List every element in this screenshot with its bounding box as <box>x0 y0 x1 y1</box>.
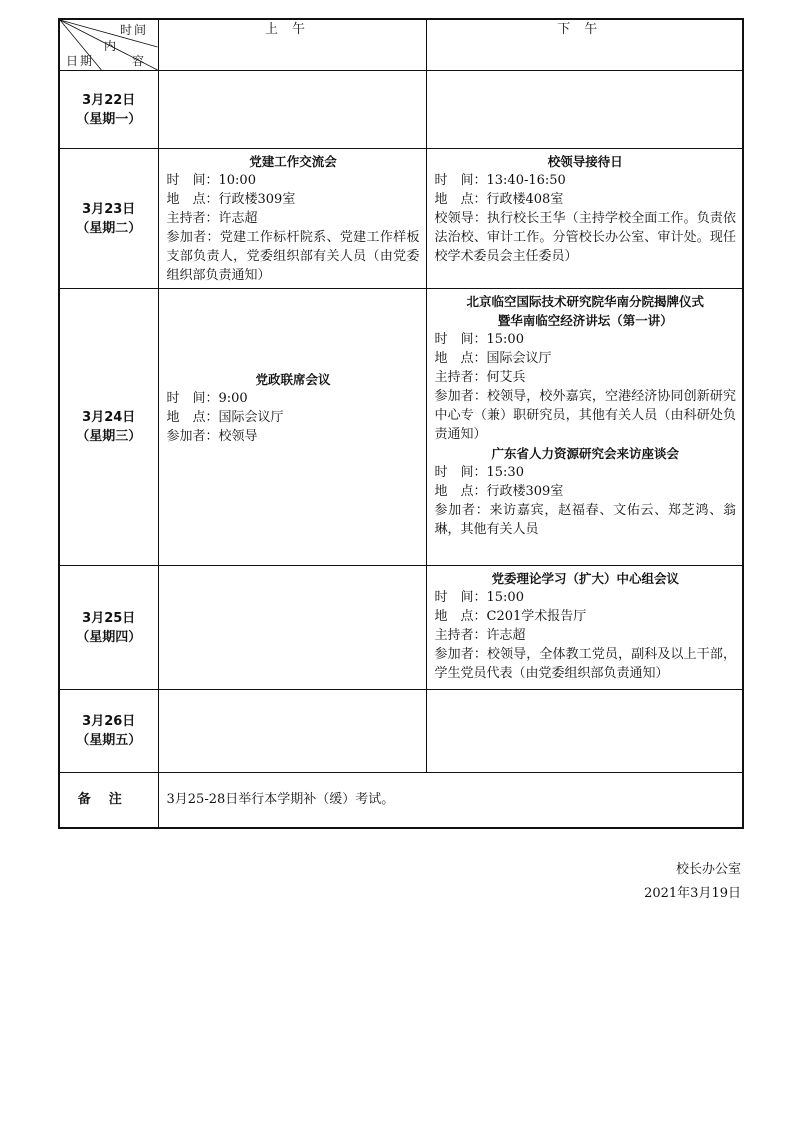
event-time: 时 间：15:30 <box>434 465 524 480</box>
event-subtitle: 暨华南临空经济讲坛（第一讲） <box>497 313 673 328</box>
event-place: 地 点：行政楼408室 <box>434 192 564 207</box>
pm-cell <box>426 71 743 149</box>
diag-label-time: 时间 <box>120 23 149 37</box>
event-attendees: 参加者：校领导 <box>166 429 258 444</box>
event-host: 主持者：许志超 <box>434 628 526 643</box>
event-attendees: 参加者：校领导，全体教工党员，副科及以上干部，学生党员代表（由党委组织部负责通知） <box>434 647 736 681</box>
diagonal-header-cell <box>59 19 158 71</box>
diag-label-date: 日期 <box>66 54 95 68</box>
event-time: 时 间：9:00 <box>166 391 248 406</box>
event-time: 时 间：15:00 <box>434 590 524 605</box>
date-cell <box>59 690 158 773</box>
event-time: 时 间：15:00 <box>434 332 524 347</box>
notes-row <box>59 773 743 828</box>
event-place: 地 点：行政楼309室 <box>434 484 564 499</box>
diag-label-content: 内 <box>104 39 117 53</box>
table-row <box>59 289 743 566</box>
table-row <box>59 149 743 289</box>
am-cell <box>158 289 426 566</box>
date-cell <box>59 71 158 149</box>
event-title: 北京临空国际技术研究院华南分院揭牌仪式 <box>466 294 704 309</box>
footer-office: 校长办公室 <box>675 862 741 877</box>
date-cell <box>59 566 158 690</box>
header-row <box>59 19 743 71</box>
table-row <box>59 71 743 149</box>
event-host: 主持者：何艾兵 <box>434 370 526 385</box>
am-cell <box>158 690 426 773</box>
am-cell <box>158 71 426 149</box>
weekday: （星期三） <box>76 429 142 444</box>
weekday: （星期五） <box>76 733 142 748</box>
event-title: 党委理论学习（扩大）中心组会议 <box>491 571 679 586</box>
date: 3月22日 <box>82 92 136 108</box>
event-attendees: 参加者：来访嘉宾，赵福春、文佑云、郑芝鸿、翁琳，其他有关人员 <box>434 503 736 537</box>
event-host: 主持者：许志超 <box>166 211 258 226</box>
diag-label-content2: 容 <box>132 54 145 68</box>
pm-cell <box>426 289 743 566</box>
event-place: 地 点：行政楼309室 <box>166 192 296 207</box>
event-title: 校领导接待日 <box>547 154 623 169</box>
am-cell <box>158 149 426 289</box>
event-title: 广东省人力资源研究会来访座谈会 <box>491 446 679 461</box>
header-am: 上午 <box>158 19 426 71</box>
pm-cell <box>426 566 743 690</box>
date: 3月23日 <box>82 201 136 217</box>
weekday: （星期二） <box>76 220 142 236</box>
footer-date: 2021年3月19日 <box>644 886 741 901</box>
header-pm: 下午 <box>426 19 743 71</box>
event-attendees: 参加者：校领导，校外嘉宾，空港经济协同创新研究中心专（兼）职研究员，其他有关人员（由科研处负责通知） <box>434 389 736 442</box>
event-time: 时 间：10:00 <box>166 173 256 188</box>
weekday: （星期四） <box>76 629 142 645</box>
weekday: （星期一） <box>76 111 142 127</box>
event-title: 党政联席会议 <box>255 372 331 387</box>
event-place: 地 点：C201学术报告厅 <box>434 609 587 624</box>
table-row <box>59 690 743 773</box>
am-cell <box>158 566 426 690</box>
event-place: 地 点：国际会议厅 <box>166 410 284 425</box>
date-cell <box>59 149 158 289</box>
event-place: 地 点：国际会议厅 <box>434 351 552 366</box>
notes-text: 3月25-28日举行本学期补（缓）考试。 <box>158 773 743 828</box>
pm-cell <box>426 149 743 289</box>
event-leader: 校领导：执行校长王华（主持学校全面工作。负责依法治校、审计工作。分管校长办公室、审计处。现任校学术委员会主任委员） <box>434 211 736 264</box>
table-row <box>59 566 743 690</box>
date: 3月25日 <box>82 610 136 626</box>
date: 3月24日 <box>82 410 136 425</box>
notes-label: 备注 <box>59 773 158 828</box>
date-cell <box>59 289 158 566</box>
event-time: 时 间：13:40-16:50 <box>434 173 566 188</box>
pm-cell <box>426 690 743 773</box>
event-attendees: 参加者：党建工作标杆院系、党建工作样板支部负责人，党委组织部有关人员（由党委组织部负责通知） <box>166 230 420 283</box>
schedule-table <box>58 18 744 829</box>
event-title: 党建工作交流会 <box>249 154 337 169</box>
date: 3月26日 <box>82 714 136 729</box>
